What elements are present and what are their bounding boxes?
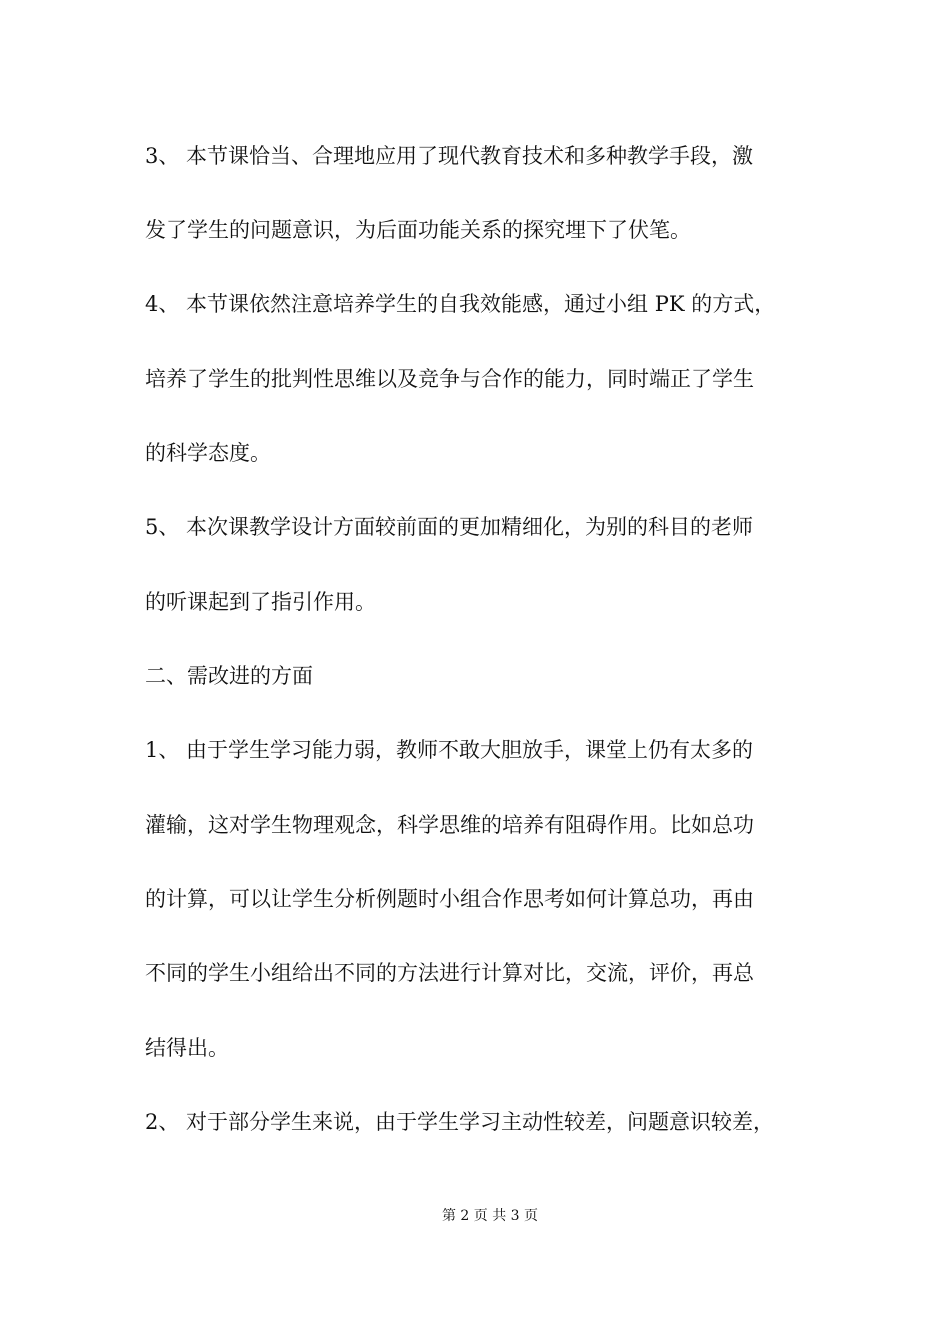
- text-line: 发了学生的问题意识，为后面功能关系的探究埋下了伏笔。: [145, 218, 691, 242]
- text-line: 的科学态度。: [145, 441, 271, 465]
- text-line: 3、 本节课恰当、合理地应用了现代教育技术和多种教学手段，激: [145, 144, 754, 168]
- text-line: 不同的学生小组给出不同的方法进行计算对比，交流，评价，再总: [145, 961, 754, 985]
- text-line: 结得出。: [145, 1036, 229, 1060]
- text-line: 灌输，这对学生物理观念，科学思维的培养有阻碍作用。比如总功: [145, 813, 754, 837]
- text-line: 的听课起到了指引作用。: [145, 590, 376, 614]
- page-number: 第 2 页 共 3 页: [441, 1208, 539, 1224]
- text-line: 培养了学生的批判性思维以及竞争与合作的能力，同时端正了学生: [145, 367, 754, 391]
- section-heading: 二、需改进的方面: [145, 664, 313, 688]
- text-line: 的计算，可以让学生分析例题时小组合作思考如何计算总功，再由: [145, 887, 754, 911]
- text-line: 5、 本次课教学设计方面较前面的更加精细化，为别的科目的老师: [145, 515, 754, 539]
- text-line: 4、 本节课依然注意培养学生的自我效能感，通过小组 PK 的方式，: [145, 292, 776, 316]
- text-line: 1、 由于学生学习能力弱，教师不敢大胆放手，课堂上仍有太多的: [145, 738, 754, 762]
- text-line: 2、 对于部分学生来说，由于学生学习主动性较差，问题意识较差，: [145, 1110, 775, 1134]
- page-footer: [0, 1206, 950, 1226]
